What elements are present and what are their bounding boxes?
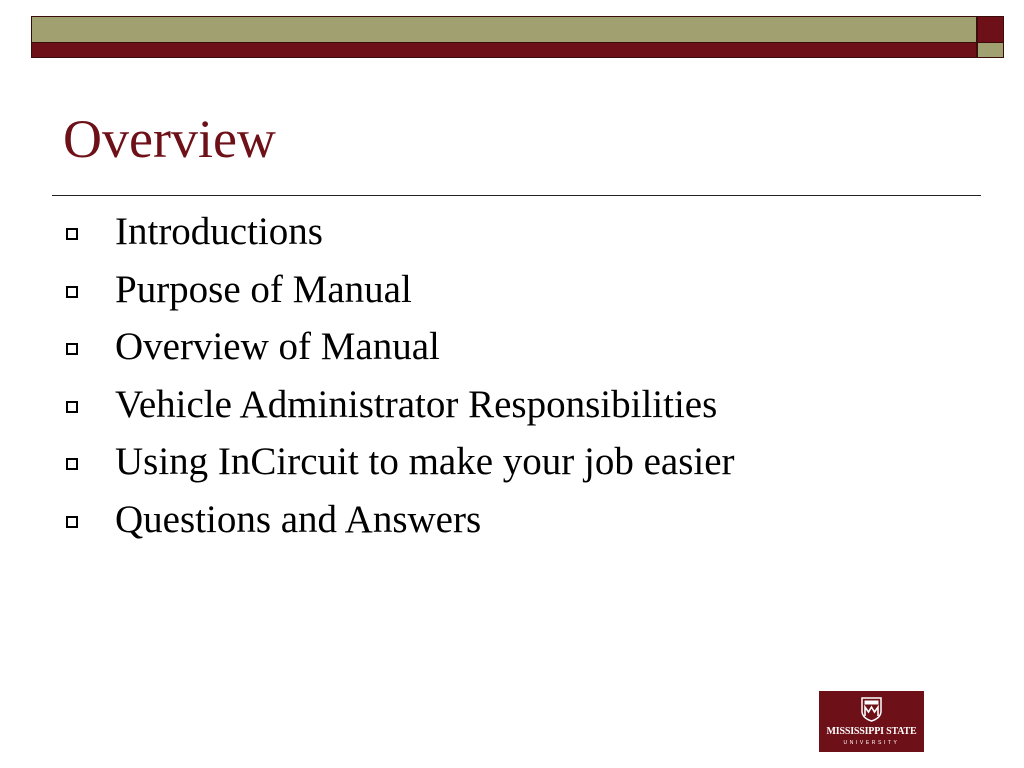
university-logo [819, 691, 924, 752]
hollow-square-bullet-icon [66, 516, 78, 528]
header-maroon-bar [31, 42, 977, 58]
bullet-text: Purpose of Manual [115, 267, 412, 311]
logo-name: MISSISSIPPI STATE [826, 726, 917, 737]
header-olive-square [977, 42, 1004, 58]
hollow-square-bullet-icon [66, 343, 78, 355]
hollow-square-bullet-icon [66, 228, 78, 240]
hollow-square-bullet-icon [66, 286, 78, 298]
logo-subtitle: UNIVERSITY [843, 740, 900, 746]
slide-title: Overview [63, 109, 276, 169]
msu-shield-logo-icon [861, 697, 882, 722]
hollow-square-bullet-icon [66, 401, 78, 413]
bullet-text: Questions and Answers [115, 497, 482, 541]
bullet-text: Introductions [115, 210, 323, 253]
title-divider [52, 195, 981, 196]
bullet-text: Overview of Manual [115, 325, 440, 369]
header-maroon-square [977, 16, 1004, 43]
hollow-square-bullet-icon [66, 458, 78, 470]
bullet-text: Vehicle Administrator Responsibilities [115, 382, 718, 426]
header-olive-bar [31, 16, 977, 43]
bullet-text: Using InCircuit to make your job easier [115, 440, 735, 484]
